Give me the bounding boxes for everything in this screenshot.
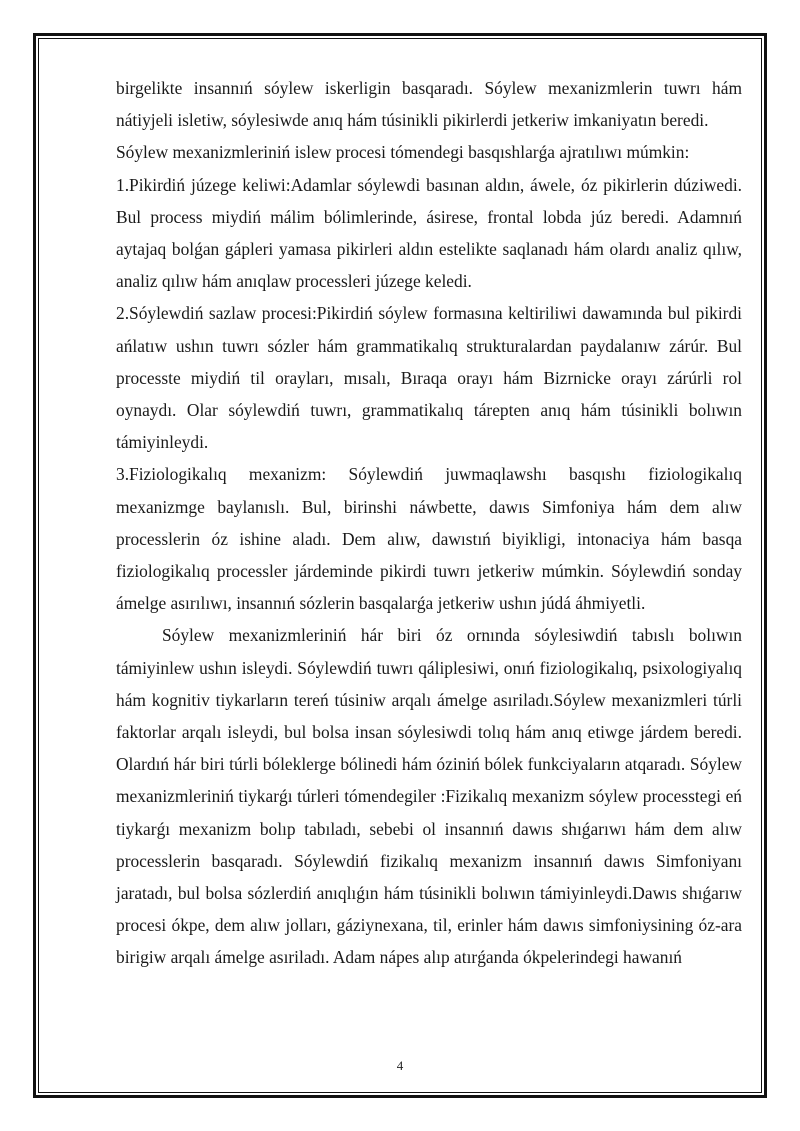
document-body <box>116 72 742 974</box>
page-number: 4 <box>396 1058 404 1073</box>
paragraph-stage-2: 2.Sóylewdiń sazlaw procesi:Pikirdiń sóylew formasına keltiriliwi dawamında bul pikirdi ańlatıw ushın tuwrı sózler hám grammatikalıq strukturalardan paydalanıw zárúr. Bul processte miydiń til orayları, mısalı, Bıraqa orayı hám Bizrnicke orayı zárúrli rol oynaydı. Olar sóylewdiń tuwrı, grammatikalıq tárepten anıq hám túsinikli bolıwın támiyinleydi. <box>116 303 742 453</box>
paragraph-stages-intro: Sóylew mexanizmleriniń islew procesi tómendegi basqıshlarǵa ajratılıwı múmkin: <box>116 142 690 163</box>
paragraph-stage-1: 1.Pikirdiń júzege keliwi:Adamlar sóylewdi basınan aldın, áwele, óz pikirlerin dúziwedi. Bul process miydiń málim bólimlerinde, ásirese, frontal lobda júz beredi. Adamnıń aytajaq bolǵan gápleri yamasa pikirleri aldın estelikte saqlanadı hám olardı analiz qılıw, analiz qılıw hám anıqlaw processleri júzege keledi. <box>116 174 742 292</box>
paragraph-mechanisms-summary: Sóylew mexanizmleriniń hár biri óz ornında sóylesiwdiń tabıslı bolıwın támiyinlew ushın isleydi. Sóylewdiń tuwrı qáliplesiwi, onıń fiziologikalıq, psixologiyalıq hám kognitiv tiykarların tereń túsiniw arqalı ámelge asıriladı.Sóylew mexanizmleri túrli faktorlar arqalı isleydi, bul bolsa insan sóylesiwdi tolıq hám anıq etiwge járdem beredi. Olardıń hár biri túrli bóleklerge bólinedi hám óziniń bólek funkciyaların atqaradı. Sóylew mexanizmleriniń tiykarǵı túrleri tómendegiler :Fizikalıq mexanizm sóylew processtegi eń tiykarǵı mexanizm bolıp tabıladı, sebebi ol insannıń dawıs shıǵarıwı hám dem alıw processlerin basqaradı. Sóylewdiń fizikalıq mexanizm insannıń dawıs Simfoniyanı jaratadı, bul bolsa sózlerdiń anıqlıǵın hám túsinikli bolıwın támiyinleydi.Dawıs shıǵarıw procesi ókpe, dem alıw jolları, gáziynexana, til, erinler hám dawıs simfoniysining óz-ara birigiw arqalı ámelge asıriladı. Adam nápes alıp atırǵanda ókpelerindegi hawanıń <box>116 625 742 968</box>
paragraph-continuation: birgelikte insannıń sóylew iskerligin basqaradı. Sóylew mexanizmlerin tuwrı hám nátiyjeli isletiw, sóylesiwde anıq hám túsinikli pikirlerdi jetkeriw imkaniyatın beredi. <box>116 78 742 131</box>
paragraph-stage-3: 3.Fiziologikalıq mexanizm: Sóylewdiń juwmaqlawshı basqıshı fiziologikalıq mexanizmge baylanıslı. Bul, birinshi náwbette, dawıs Simfoniya hám dem alıw processlerin óz ishine aladı. Dem alıw, dawıstıń biyikligi, intonaciya hám basqa fiziologikalıq processler járdeminde pikirdi tuwrı jetkeriw múmkin. Sóylewdiń sonday ámelge asırılıwı, insannıń sózlerin basqalarǵa jetkeriw ushın júdá áhmiyetli. <box>116 464 742 614</box>
